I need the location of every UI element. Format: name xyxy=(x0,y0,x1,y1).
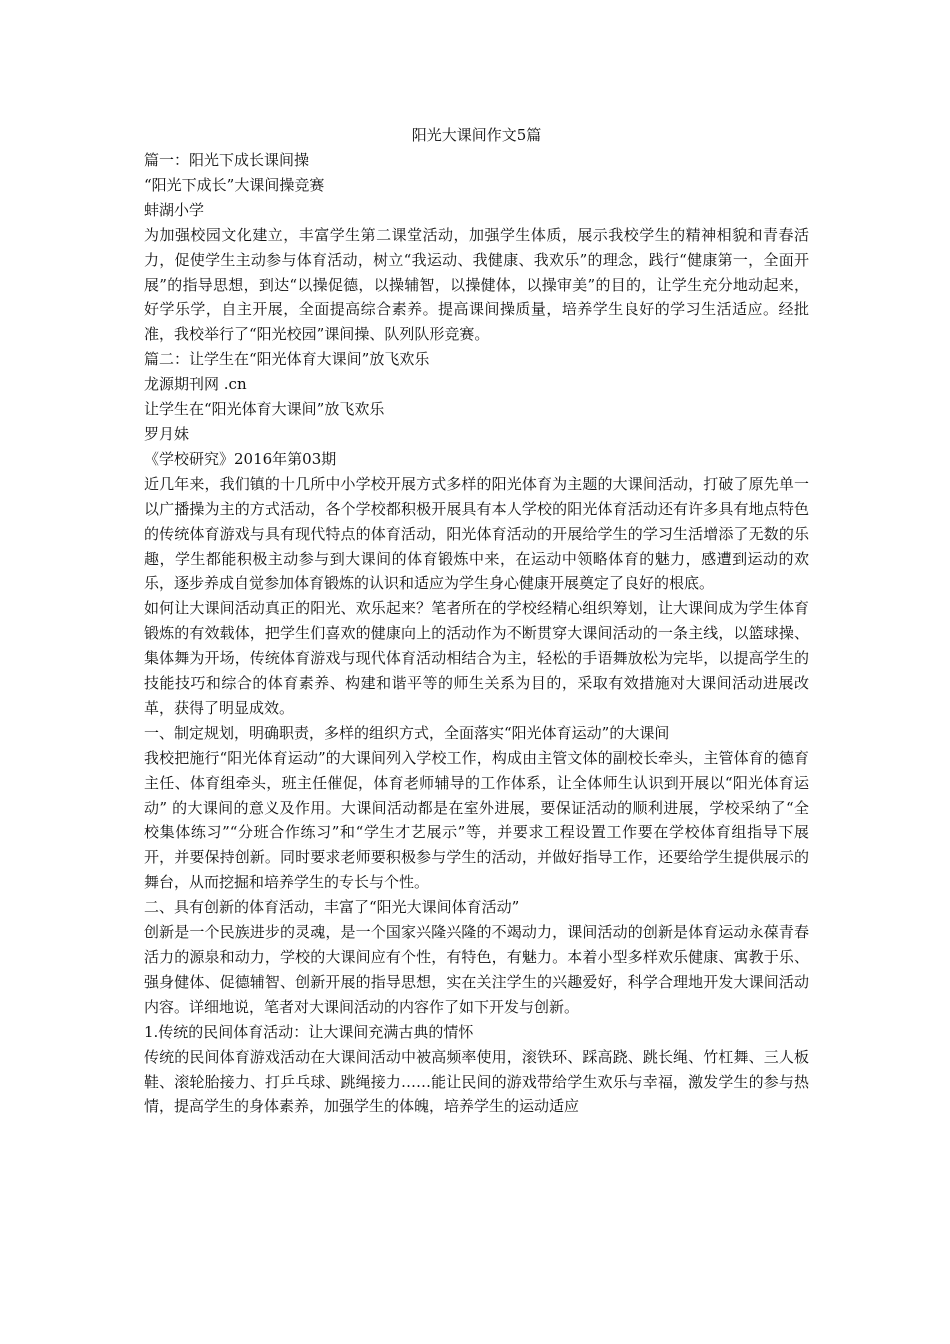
document-title: 阳光大课间作文5篇 xyxy=(411,126,542,144)
text-line: “阳光下成长”大课间操竞赛 xyxy=(144,175,325,194)
body-paragraph: 创新是一个民族进步的灵魂，是一个国家兴隆兴隆的不竭动力，课间活动的创新是体育运动永葆青春活力的源泉和动力，学校的大课间应有个性，有特色，有魅力。本着小型多样欢乐健康、寓教于乐、强身健体、促德辅智、创新开展的指导思想，实在关注学生的兴趣爱好，科学合理地开发大课间活动内容。详细地说，笔者对大课间活动的内容作了如下开发与创新。 xyxy=(144,923,809,1016)
text-line: 让学生在“阳光体育大课间”放飞欢乐 xyxy=(144,400,385,419)
text-line: 《学校研究》2016年第03期 xyxy=(144,449,337,468)
text-line: 罗月妹 xyxy=(144,424,190,443)
text-line: 蚌湖小学 xyxy=(144,200,205,219)
text-line: 1.传统的民间体育活动：让大课间充满古典的情怀 xyxy=(144,1022,474,1041)
body-paragraph: 如何让大课间活动真正的阳光、欢乐起来？笔者所在的学校经精心组织筹划，让大课间成为学生体育锻炼的有效载体，把学生们喜欢的健康向上的活动作为不断贯穿大课间活动的一条主线，以篮球操、集体舞为开场，传统体育游戏与现代体育活动相结合为主，轻松的手语舞放松为完毕，以提高学生的技能技巧和综合的体育素养、构建和谐平等的师生关系为目的，采取有效措施对大课间活动进展改革，获得了明显成效。 xyxy=(144,599,809,717)
body-paragraph: 我校把施行“阳光体育运动”的大课间列入学校工作，构成由主管文体的副校长牵头，主管体育的德育主任、体育组牵头，班主任催促，体育老师辅导的工作体系，让全体师生认识到开展以“阳光体育运动” 的大课间的意义及作用。大课间活动都是在室外进展，要保证活动的顺利进展，学校采纳了“全校集体练习”“分班合作练习”和“学生才艺展示”等，并要求工程设置工作要在学校体育组指导下展开，并要保持创新。同时要求老师要积极参与学生的活动，并做好指导工作，还要给学生提供展示的舞台，从而挖掘和培养学生的专长与个性。 xyxy=(144,748,809,892)
document-body xyxy=(144,148,809,1119)
document-page xyxy=(144,122,809,1119)
text-line: 篇二：让学生在“阳光体育大课间”放飞欢乐 xyxy=(144,350,430,369)
body-paragraph: 传统的民间体育游戏活动在大课间活动中被高频率使用，滚铁环、踩高跷、跳长绳、竹杠舞、三人板鞋、滚轮胎接力、打乒乓球、跳绳接力……能让民间的游戏带给学生欢乐与幸福，激发学生的参与热情，提高学生的身体素养，加强学生的体魄，培养学生的运动适应 xyxy=(144,1047,809,1116)
text-line: 一、制定规划，明确职责，多样的组织方式，全面落实“阳光体育运动”的大课间 xyxy=(144,723,670,742)
text-line: 篇一：阳光下成长课间操 xyxy=(144,151,310,169)
body-paragraph: 为加强校园文化建立，丰富学生第二课堂活动，加强学生体质，展示我校学生的精神相貌和青春活力，促使学生主动参与体育活动，树立“我运动、我健康、我欢乐”的理念，践行“健康第一，全面开展”的指导思想，到达“以操促德，以操辅智，以操健体，以操审美”的目的，让学生充分地动起来，好学乐学，自主开展，全面提高综合素养。提高课间操质量，培养学生良好的学习生活适应。经批准，我校举行了“阳光校园”课间操、队列队形竞赛。 xyxy=(144,225,809,344)
text-line: 龙源期刊网 .cn xyxy=(144,375,247,394)
text-line: 二、具有创新的体育活动，丰富了“阳光大课间体育活动” xyxy=(144,898,520,917)
body-paragraph: 近几年来，我们镇的十几所中小学校开展方式多样的阳光体育为主题的大课间活动，打破了原先单一以广播操为主的方式活动，各个学校都积极开展具有本人学校的阳光体育活动还有许多具有地点特色的传统体育游戏与具有现代特点的体育活动，阳光体育活动的开展给学生的学习生活增添了无数的乐趣，学生都能积极主动参与到大课间的体育锻炼中来，在运动中领略体育的魅力，感遭到运动的欢乐，逐步养成自觉参加体育锻炼的认识和适应为学生身心健康开展奠定了良好的根底。 xyxy=(144,474,809,593)
